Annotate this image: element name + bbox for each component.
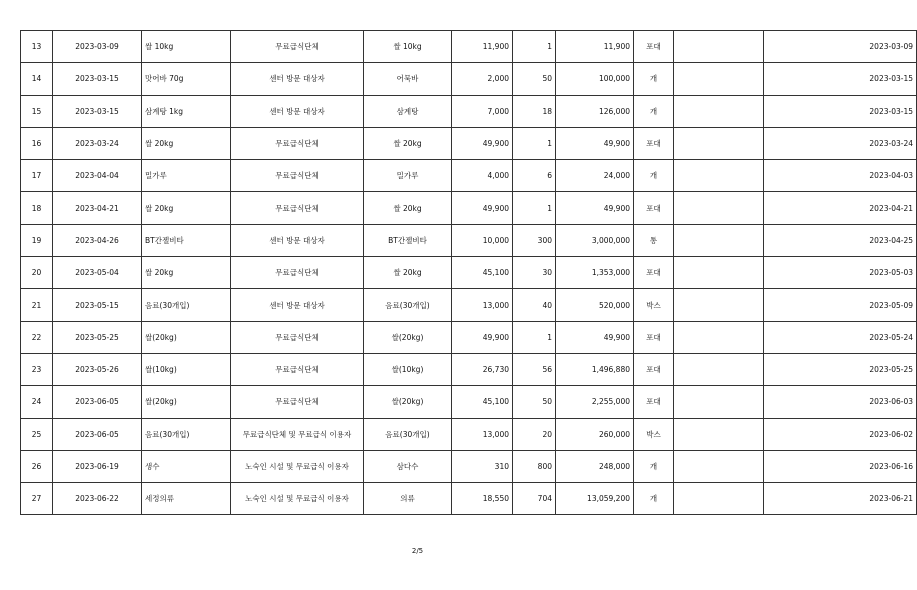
cell-quantity: 6 xyxy=(513,160,556,192)
cell-quantity: 50 xyxy=(513,386,556,418)
cell-quantity: 1 xyxy=(513,31,556,63)
cell-quantity: 18 xyxy=(513,95,556,127)
cell-item-name: 쌀(20kg) xyxy=(142,321,231,353)
table-row xyxy=(21,386,917,418)
cell-amount: 2,255,000 xyxy=(556,386,634,418)
cell-unit-price: 7,000 xyxy=(452,95,513,127)
cell-issue-date: 2023-06-05 xyxy=(53,418,142,450)
cell-unit: 포대 xyxy=(634,127,674,159)
cell-quantity: 704 xyxy=(513,483,556,515)
cell-product-name: 쌀(10kg) xyxy=(364,353,452,385)
cell-unit: 개 xyxy=(634,160,674,192)
cell-recipient: 무료급식단체 xyxy=(231,257,364,289)
cell-unit-price: 26,730 xyxy=(452,353,513,385)
cell-issue-date: 2023-06-22 xyxy=(53,483,142,515)
cell-item-name: 밀가루 xyxy=(142,160,231,192)
cell-quantity: 20 xyxy=(513,418,556,450)
cell-item-name: BT간젤비타 xyxy=(142,224,231,256)
cell-unit-price: 4,000 xyxy=(452,160,513,192)
cell-amount: 520,000 xyxy=(556,289,634,321)
cell-receipt-date: 2023-06-16 xyxy=(764,450,917,482)
cell-row-number: 26 xyxy=(21,450,53,482)
cell-item-name: 생수 xyxy=(142,450,231,482)
cell-unit: 박스 xyxy=(634,418,674,450)
cell-receipt-date: 2023-04-03 xyxy=(764,160,917,192)
cell-row-number: 27 xyxy=(21,483,53,515)
cell-unit: 개 xyxy=(634,450,674,482)
cell-unit: 포대 xyxy=(634,321,674,353)
cell-unit-price: 45,100 xyxy=(452,257,513,289)
cell-issue-date: 2023-05-15 xyxy=(53,289,142,321)
table-row xyxy=(21,127,917,159)
cell-unit: 개 xyxy=(634,483,674,515)
cell-unit: 박스 xyxy=(634,289,674,321)
cell-unit-price: 13,000 xyxy=(452,418,513,450)
cell-item-name: 쌀 20kg xyxy=(142,192,231,224)
cell-row-number: 23 xyxy=(21,353,53,385)
cell-row-number: 21 xyxy=(21,289,53,321)
cell-amount: 49,900 xyxy=(556,321,634,353)
cell-note xyxy=(674,289,764,321)
cell-unit-price: 45,100 xyxy=(452,386,513,418)
cell-product-name: 밀가루 xyxy=(364,160,452,192)
cell-note xyxy=(674,31,764,63)
cell-unit-price: 18,550 xyxy=(452,483,513,515)
cell-receipt-date: 2023-04-25 xyxy=(764,224,917,256)
cell-receipt-date: 2023-06-03 xyxy=(764,386,917,418)
cell-product-name: 의류 xyxy=(364,483,452,515)
cell-product-name: 쌀 20kg xyxy=(364,192,452,224)
cell-product-name: 쌀(20kg) xyxy=(364,321,452,353)
cell-product-name: 쌀(20kg) xyxy=(364,386,452,418)
cell-item-name: 쌀(10kg) xyxy=(142,353,231,385)
cell-receipt-date: 2023-06-02 xyxy=(764,418,917,450)
cell-unit: 포대 xyxy=(634,353,674,385)
cell-amount: 3,000,000 xyxy=(556,224,634,256)
cell-issue-date: 2023-03-09 xyxy=(53,31,142,63)
cell-unit: 개 xyxy=(634,63,674,95)
cell-unit: 포대 xyxy=(634,386,674,418)
cell-amount: 11,900 xyxy=(556,31,634,63)
cell-product-name: 쌀 20kg xyxy=(364,127,452,159)
cell-product-name: BT간젤비타 xyxy=(364,224,452,256)
cell-item-name: 삼계탕 1kg xyxy=(142,95,231,127)
cell-issue-date: 2023-04-26 xyxy=(53,224,142,256)
cell-row-number: 20 xyxy=(21,257,53,289)
cell-receipt-date: 2023-03-24 xyxy=(764,127,917,159)
cell-product-name: 쌀 10kg xyxy=(364,31,452,63)
cell-issue-date: 2023-06-19 xyxy=(53,450,142,482)
cell-receipt-date: 2023-05-09 xyxy=(764,289,917,321)
cell-row-number: 22 xyxy=(21,321,53,353)
cell-product-name: 삼다수 xyxy=(364,450,452,482)
cell-note xyxy=(674,127,764,159)
table-row xyxy=(21,289,917,321)
cell-unit: 포대 xyxy=(634,31,674,63)
cell-note xyxy=(674,386,764,418)
cell-note xyxy=(674,418,764,450)
cell-unit-price: 2,000 xyxy=(452,63,513,95)
cell-note xyxy=(674,353,764,385)
cell-unit-price: 49,900 xyxy=(452,321,513,353)
cell-note xyxy=(674,483,764,515)
cell-item-name: 맛어바 70g xyxy=(142,63,231,95)
cell-receipt-date: 2023-05-24 xyxy=(764,321,917,353)
cell-quantity: 56 xyxy=(513,353,556,385)
cell-item-name: 쌀(20kg) xyxy=(142,386,231,418)
cell-note xyxy=(674,192,764,224)
cell-note xyxy=(674,450,764,482)
cell-issue-date: 2023-05-26 xyxy=(53,353,142,385)
cell-row-number: 19 xyxy=(21,224,53,256)
cell-issue-date: 2023-05-04 xyxy=(53,257,142,289)
table-row xyxy=(21,418,917,450)
cell-item-name: 쌀 20kg xyxy=(142,257,231,289)
cell-unit-price: 11,900 xyxy=(452,31,513,63)
cell-row-number: 25 xyxy=(21,418,53,450)
cell-receipt-date: 2023-05-03 xyxy=(764,257,917,289)
cell-recipient: 무료급식단체 xyxy=(231,321,364,353)
cell-quantity: 800 xyxy=(513,450,556,482)
cell-recipient: 무료급식단체 xyxy=(231,353,364,385)
cell-unit-price: 49,900 xyxy=(452,192,513,224)
cell-recipient: 센터 방문 대상자 xyxy=(231,95,364,127)
cell-unit: 포대 xyxy=(634,257,674,289)
cell-product-name: 음료(30개입) xyxy=(364,418,452,450)
cell-product-name: 쌀 20kg xyxy=(364,257,452,289)
cell-item-name: 세정의류 xyxy=(142,483,231,515)
cell-amount: 1,353,000 xyxy=(556,257,634,289)
table-row xyxy=(21,321,917,353)
ledger-body xyxy=(21,31,917,515)
cell-receipt-date: 2023-04-21 xyxy=(764,192,917,224)
cell-amount: 13,059,200 xyxy=(556,483,634,515)
cell-row-number: 15 xyxy=(21,95,53,127)
cell-recipient: 센터 방문 대상자 xyxy=(231,63,364,95)
cell-item-name: 쌀 10kg xyxy=(142,31,231,63)
cell-recipient: 무료급식단체 xyxy=(231,127,364,159)
cell-unit-price: 49,900 xyxy=(452,127,513,159)
cell-recipient: 센터 방문 대상자 xyxy=(231,289,364,321)
cell-receipt-date: 2023-03-15 xyxy=(764,63,917,95)
cell-recipient: 노숙인 시설 및 무료급식 이용자 xyxy=(231,483,364,515)
cell-amount: 248,000 xyxy=(556,450,634,482)
donation-ledger-table xyxy=(20,30,917,515)
cell-note xyxy=(674,95,764,127)
table-row xyxy=(21,450,917,482)
cell-issue-date: 2023-04-04 xyxy=(53,160,142,192)
page-number: 2/5 xyxy=(411,547,424,555)
cell-row-number: 24 xyxy=(21,386,53,418)
cell-row-number: 16 xyxy=(21,127,53,159)
cell-quantity: 1 xyxy=(513,192,556,224)
cell-amount: 126,000 xyxy=(556,95,634,127)
cell-recipient: 무료급식단체 xyxy=(231,192,364,224)
cell-quantity: 1 xyxy=(513,321,556,353)
cell-receipt-date: 2023-03-15 xyxy=(764,95,917,127)
cell-quantity: 300 xyxy=(513,224,556,256)
cell-recipient: 센터 방문 대상자 xyxy=(231,224,364,256)
cell-product-name: 어묵바 xyxy=(364,63,452,95)
table-row xyxy=(21,483,917,515)
table-row xyxy=(21,95,917,127)
cell-receipt-date: 2023-05-25 xyxy=(764,353,917,385)
cell-product-name: 삼계탕 xyxy=(364,95,452,127)
cell-issue-date: 2023-05-25 xyxy=(53,321,142,353)
cell-receipt-date: 2023-03-09 xyxy=(764,31,917,63)
cell-unit: 포대 xyxy=(634,192,674,224)
cell-receipt-date: 2023-06-21 xyxy=(764,483,917,515)
table-row xyxy=(21,224,917,256)
cell-unit: 개 xyxy=(634,95,674,127)
cell-row-number: 18 xyxy=(21,192,53,224)
table-row xyxy=(21,63,917,95)
cell-note xyxy=(674,257,764,289)
cell-row-number: 17 xyxy=(21,160,53,192)
cell-recipient: 노숙인 시설 및 무료급식 이용자 xyxy=(231,450,364,482)
cell-quantity: 1 xyxy=(513,127,556,159)
cell-recipient: 무료급식단체 및 무료급식 이용자 xyxy=(231,418,364,450)
table-row xyxy=(21,353,917,385)
cell-note xyxy=(674,321,764,353)
cell-amount: 260,000 xyxy=(556,418,634,450)
table-row xyxy=(21,31,917,63)
cell-issue-date: 2023-06-05 xyxy=(53,386,142,418)
cell-row-number: 13 xyxy=(21,31,53,63)
cell-issue-date: 2023-03-15 xyxy=(53,95,142,127)
cell-recipient: 무료급식단체 xyxy=(231,160,364,192)
cell-unit-price: 10,000 xyxy=(452,224,513,256)
cell-issue-date: 2023-03-15 xyxy=(53,63,142,95)
table-row xyxy=(21,192,917,224)
cell-amount: 24,000 xyxy=(556,160,634,192)
cell-amount: 49,900 xyxy=(556,127,634,159)
cell-note xyxy=(674,224,764,256)
cell-item-name: 음료(30개입) xyxy=(142,418,231,450)
cell-quantity: 50 xyxy=(513,63,556,95)
cell-issue-date: 2023-03-24 xyxy=(53,127,142,159)
cell-product-name: 음료(30개입) xyxy=(364,289,452,321)
cell-unit-price: 310 xyxy=(452,450,513,482)
cell-row-number: 14 xyxy=(21,63,53,95)
cell-amount: 100,000 xyxy=(556,63,634,95)
cell-item-name: 쌀 20kg xyxy=(142,127,231,159)
cell-note xyxy=(674,160,764,192)
cell-issue-date: 2023-04-21 xyxy=(53,192,142,224)
cell-note xyxy=(674,63,764,95)
cell-quantity: 40 xyxy=(513,289,556,321)
cell-amount: 1,496,880 xyxy=(556,353,634,385)
table-row xyxy=(21,160,917,192)
cell-amount: 49,900 xyxy=(556,192,634,224)
cell-item-name: 음료(30개입) xyxy=(142,289,231,321)
cell-unit: 통 xyxy=(634,224,674,256)
cell-unit-price: 13,000 xyxy=(452,289,513,321)
cell-recipient: 무료급식단체 xyxy=(231,31,364,63)
cell-recipient: 무료급식단체 xyxy=(231,386,364,418)
table-row xyxy=(21,257,917,289)
cell-quantity: 30 xyxy=(513,257,556,289)
